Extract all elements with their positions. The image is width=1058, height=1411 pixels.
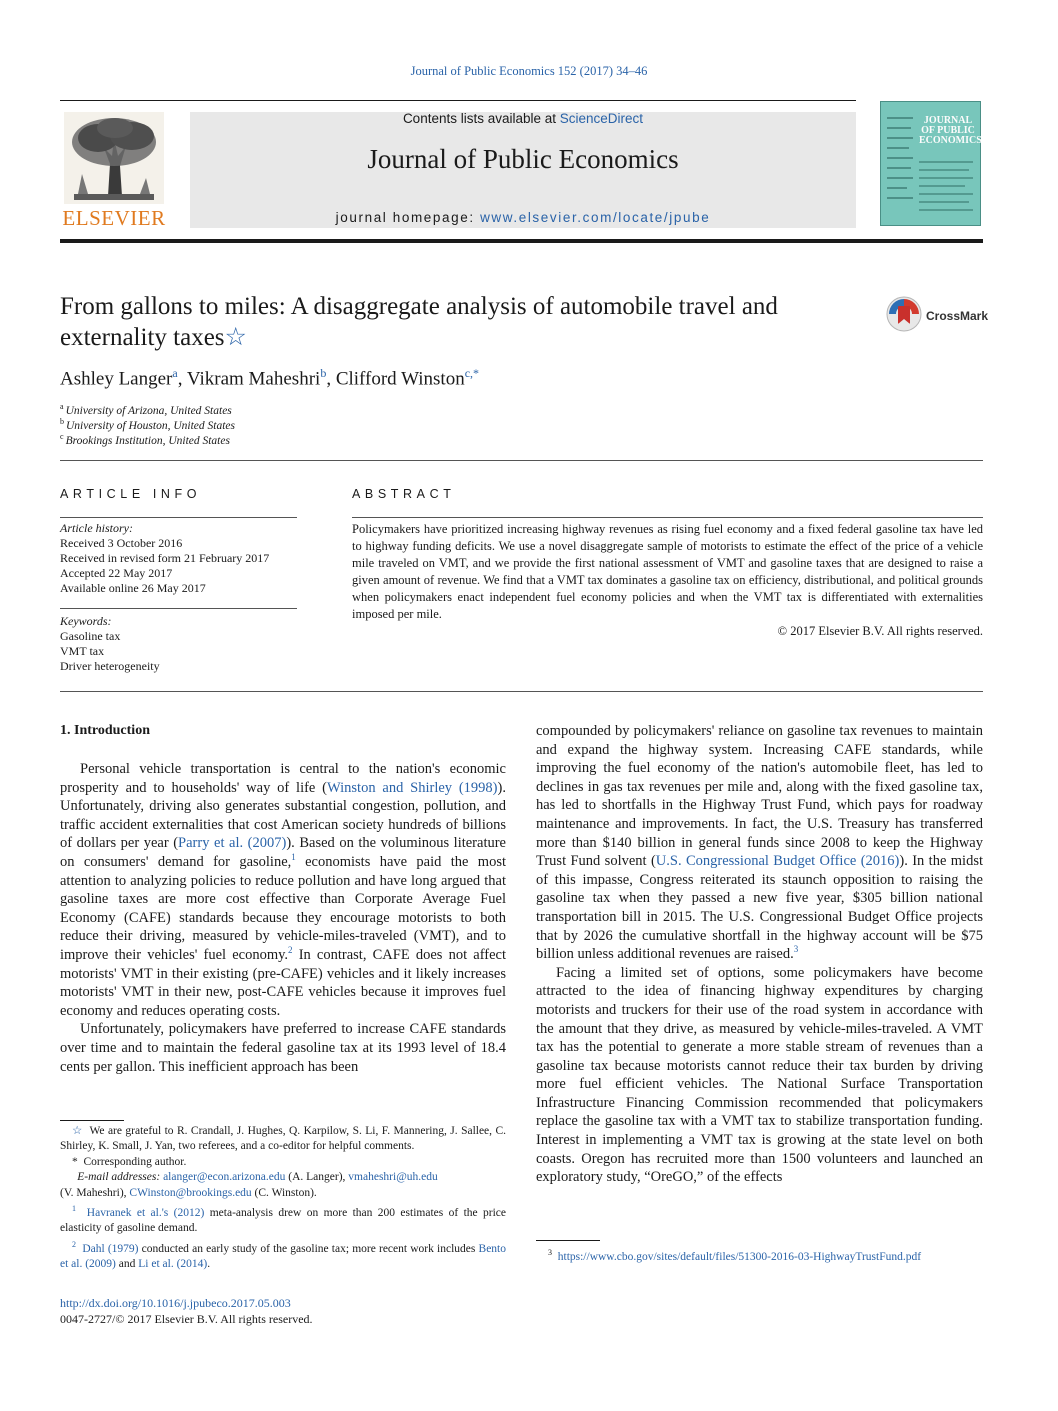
homepage-link[interactable]: www.elsevier.com/locate/jpube xyxy=(480,210,711,225)
doi-link[interactable]: http://dx.doi.org/10.1016/j.jpubeco.2017.05.003 xyxy=(60,1296,291,1310)
footnotes-right xyxy=(536,1245,983,1265)
footnote-ref[interactable]: 2 xyxy=(288,945,293,956)
divider xyxy=(352,517,983,518)
email-link[interactable]: alanger@econ.arizona.edu xyxy=(163,1171,286,1184)
author-name: Ashley Langer xyxy=(60,368,173,390)
article-history-label: Article history: xyxy=(60,521,133,535)
citation-link[interactable]: Bento et al. (2009) xyxy=(60,1242,507,1270)
footnote-text: . xyxy=(207,1257,211,1270)
email-link[interactable]: CWinston@brookings.edu xyxy=(129,1186,252,1199)
contents-prefix: Contents lists available at xyxy=(402,111,560,126)
affiliation xyxy=(60,417,235,432)
sciencedirect-link[interactable]: ScienceDirect xyxy=(559,111,644,126)
email-owner: (A. Langer), xyxy=(288,1171,346,1184)
divider xyxy=(60,517,297,518)
author-affil-marker[interactable]: a xyxy=(172,366,178,380)
keyword: VMT tax xyxy=(60,644,105,658)
crossmark-label[interactable]: CrossMark xyxy=(926,309,989,323)
divider xyxy=(60,460,983,461)
text: ). In the midst of this impasse, Congress reiterated its staunch opposition to raising the gasoline tax when they passed a new five year, $305 billion national transportation bill in 2015. The U.S. Congressional Budget Office projects that by 2026 the cumulative shortfall in the highway account will be $75 billion unless additional revenues are raised. xyxy=(536,853,983,963)
history-item: Available online 26 May 2017 xyxy=(60,581,206,595)
section-heading-introduction: 1. Introduction xyxy=(60,723,150,738)
text: ). Unfortunately, driving also generates substantial congestion, pollution, and traffic accident externalities that cost American society hundreds of billions of dollars per year ( xyxy=(60,779,506,852)
footer xyxy=(60,1296,313,1327)
author-name: Clifford Winston xyxy=(335,368,465,390)
history-item: Received in revised form 21 February 2017 xyxy=(60,551,270,565)
affiliation-text: University of Houston, United States xyxy=(66,419,235,432)
title-star-icon[interactable]: ☆ xyxy=(224,324,247,351)
keyword: Gasoline tax xyxy=(60,629,121,643)
cover-title: JOURNAL OF PUBLIC ECONOMICS xyxy=(919,115,982,146)
affiliation-text: Brookings Institution, United States xyxy=(65,434,230,447)
history-item: Accepted 22 May 2017 xyxy=(60,566,173,580)
footnote-rule xyxy=(536,1240,600,1241)
paragraph xyxy=(60,760,506,1020)
author-name: Vikram Maheshri xyxy=(186,368,321,390)
keywords-label: Keywords: xyxy=(60,614,112,628)
footnote xyxy=(60,1201,506,1237)
footnote xyxy=(60,1124,506,1155)
footnote-number: 3 xyxy=(548,1248,552,1257)
citation-link[interactable]: Dahl (1979) xyxy=(82,1242,139,1255)
email-owner: (C. Winston). xyxy=(254,1186,317,1199)
citation-link[interactable]: Havranek et al.'s (2012) xyxy=(86,1206,205,1219)
text: economists have paid the most attention to analyzing policies to reduce pollution and have long argued that gasoline taxes are more cost effective than Corporate Average Fuel Economy (CAFE) standards because they encourage motorists to both reduce their driving, measured by vehicle-miles-traveled (VMT), and to improve their vehicles' fuel economy. xyxy=(60,853,506,963)
contents-line xyxy=(190,111,856,126)
footnote-text: Corresponding author. xyxy=(83,1155,187,1168)
footnote-marker: * xyxy=(72,1155,78,1168)
divider xyxy=(60,608,297,609)
footnote-star-icon[interactable]: ☆ xyxy=(72,1125,83,1137)
citation-link[interactable]: Parry et al. (2007) xyxy=(178,835,287,852)
title-line-1: From gallons to miles: A disaggregate analysis of automobile travel and xyxy=(60,293,778,320)
footnote-text: conducted an early study of the gasoline tax; more recent work includes xyxy=(138,1242,479,1255)
keyword: Driver heterogeneity xyxy=(60,659,160,673)
crossmark-icon[interactable] xyxy=(886,296,922,332)
article-title xyxy=(60,291,860,353)
text: In contrast, CAFE does not affect motorists' VMT in their existing (pre-CAFE) vehicles and it likely increases motorists' VMT in their new, post-CAFE vehicles because it improves fuel economy and reduces operating costs. xyxy=(60,946,506,1019)
footnote xyxy=(60,1237,506,1273)
cover-text-lines xyxy=(887,112,915,212)
footnote-text: and xyxy=(115,1257,139,1270)
cover-toc-lines xyxy=(919,158,975,218)
issn-line: 0047-2727/© 2017 Elsevier B.V. All rights reserved. xyxy=(60,1311,313,1326)
text: compounded by policymakers' reliance on gasoline tax revenues to maintain and expand the highway system. Increasing CAFE standards, while improving the fuel economy of the nation's automobile fleet, has led to declines in gas tax revenues per mile and, along with the fixed gasoline tax, has led to shortfalls in the Highway Trust Fund, which pays for roadway maintenance and improvements. In fact, the U.S. Treasury has transferred more than $140 billion in general funds since 2008 to keep the Highway Trust Fund solvent ( xyxy=(536,723,983,870)
footnote xyxy=(60,1155,506,1170)
footnote-number[interactable]: 1 xyxy=(72,1204,76,1214)
footnote-number[interactable]: 2 xyxy=(72,1239,76,1249)
abstract-text: Policymakers have prioritized increasing highway revenues as rising fuel economy and a fixed federal gasoline tax have led to highway funding deficits. We use a novel disaggregate sample of motorists to estimate the effect of the price of a vehicle mile traveled on VMT, and we provide the first national assessment of VMT and gasoline taxes that are designed to raise a given amount of revenue. We find that a VMT tax dominates a gasoline tax on efficiency, distributional, and political grounds when policymakers enact independent fuel economy policies and when the VMT tax is differentiated with externalities imposed per mile. xyxy=(352,522,983,621)
affiliation-marker: b xyxy=(60,417,64,426)
email-link[interactable]: vmaheshri@uh.edu xyxy=(348,1171,438,1184)
paragraph xyxy=(536,722,983,964)
abstract-heading: ABSTRACT xyxy=(352,487,456,501)
homepage-line xyxy=(190,210,856,225)
history-item: Received 3 October 2016 xyxy=(60,536,183,550)
author-affil-marker[interactable]: b xyxy=(320,366,327,380)
title-line-2: externality taxes xyxy=(60,324,225,351)
paragraph: Facing a limited set of options, some policymakers have become attracted to the idea of financing highway expenditures by charging motorists and truckers for their use of the road system in accordance with the amount that they drive, as measured by vehicle-miles-traveled. A VMT tax has the potential to generate a more stable stream of revenues than a gasoline tax because motorists cannot reduce their tax burden by driving more fuel efficient vehicles. The National Surface Transportation Infrastructure Financing Commission recommended that policymakers replace the gasoline tax with a VMT tax to stabilize transportation funding. Interest in implementing a VMT tax is growing at the state level on both coasts. Oregon has recruited more than 1500 volunteers and launched an exploratory study, “OreGO,” of the effects xyxy=(536,964,983,1186)
footnote xyxy=(536,1245,983,1265)
journal-name: Journal of Public Economics xyxy=(367,144,679,174)
text: Personal vehicle transportation is central to the nation's economic prosperity and to households' way of life ( xyxy=(60,761,506,796)
text: ). Based on the voluminous literature on consumers' demand for gasoline, xyxy=(60,835,506,870)
citation-link[interactable]: Li et al. (2014) xyxy=(138,1257,208,1270)
header-bottom-rule xyxy=(60,239,983,243)
elsevier-wordmark: ELSEVIER xyxy=(62,206,166,230)
article-info-heading: ARTICLE INFO xyxy=(60,487,202,501)
divider xyxy=(60,691,983,692)
affiliation xyxy=(60,402,232,417)
journal-reference[interactable]: Journal of Public Economics 152 (2017) 34–46 xyxy=(410,64,648,78)
affiliation-marker: a xyxy=(60,402,64,411)
email-label: E-mail addresses: xyxy=(77,1171,161,1184)
url-link[interactable]: https://www.cbo.gov/sites/default/files/51300-2016-03-HighwayTrustFund.pdf xyxy=(557,1250,922,1263)
footnote-ref[interactable]: 3 xyxy=(793,944,799,955)
citation-link[interactable]: U.S. Congressional Budget Office (2016) xyxy=(655,853,900,870)
email-owner: (V. Maheshri), xyxy=(60,1186,127,1199)
footnote-rule xyxy=(60,1120,124,1121)
abstract-copyright: © 2017 Elsevier B.V. All rights reserved. xyxy=(777,624,983,638)
body-column-left xyxy=(60,760,506,1076)
journal-cover-thumbnail[interactable] xyxy=(880,101,981,226)
author-list: Ashley Langer$^a$, Vikram Maheshri$^b$, Clifford Winston$^{c,*}$ xyxy=(60,366,480,390)
affiliation-marker: c xyxy=(60,432,64,441)
header-top-rule xyxy=(60,100,856,101)
author-affil-marker[interactable]: c,* xyxy=(464,366,480,380)
body-column-right xyxy=(536,722,983,1187)
footnote-text: We are grateful to R. Crandall, J. Hughes, Q. Karpilow, S. Li, F. Mannering, J. Sallee, C. Shirley, K. Small, J. Yan, two referees, and a co-editor for helpful comments. xyxy=(60,1125,507,1153)
paragraph: Unfortunately, policymakers have preferred to increase CAFE standards over time and to maintain the federal gasoline tax at its 1993 level of 18.4 cents per gallon. This inefficient approach has been xyxy=(60,1021,506,1075)
homepage-prefix: journal homepage: xyxy=(335,210,481,225)
affiliation xyxy=(60,432,230,447)
footnote-text: meta-analysis drew on more than 200 estimates of the price elasticity of gasoline demand. xyxy=(60,1206,506,1235)
footnote-emails xyxy=(60,1170,506,1201)
footnotes-left xyxy=(60,1124,506,1272)
footnote-ref[interactable]: 1 xyxy=(291,852,296,863)
affiliation-text: University of Arizona, United States xyxy=(65,404,232,417)
citation-link[interactable]: Winston and Shirley (1998) xyxy=(327,779,498,796)
